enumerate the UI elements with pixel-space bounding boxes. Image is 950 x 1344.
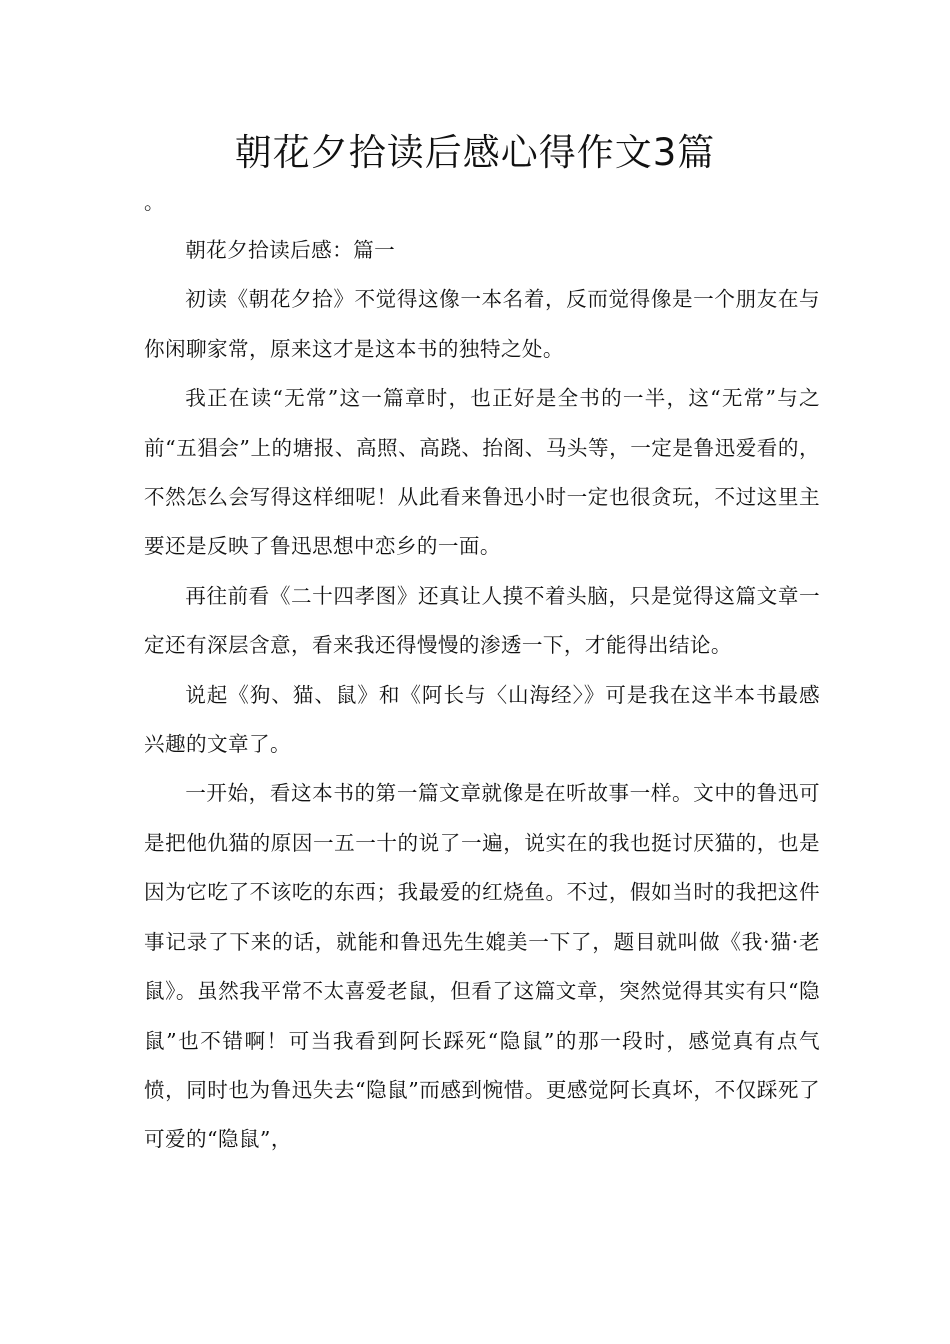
body-paragraph: 说起《狗、猫、鼠》和《阿长与〈山海经〉》可是我在这半本书最感兴趣的文章了。 [144, 682, 820, 757]
body-paragraph: 一开始，看这本书的第一篇文章就像是在听故事一样。文中的鲁迅可是把他仇猫的原因一五一十的说了一遍，说实在的我也挺讨厌猫的，也是因为它吃了不该吃的东西；我最爱的红烧鱼。不过，假如当时的我把这件事记录了下来的话，就能和鲁迅先生媲美一下了，题目就叫做《我·猫·老鼠》。虽然我平常不太喜爱老鼠，但看了这篇文章，突然觉得其实有只“隐鼠”也不错啊！可当我看到阿长踩死“隐鼠”的那一段时，感觉真有点气愤，同时也为鲁迅失去“隐鼠”而感到惋惜。更感觉阿长真坏，不仅踩死了可爱的“隐鼠”， [144, 781, 820, 1152]
section-heading: 朝花夕拾读后感：篇一 [185, 238, 396, 262]
document-title: 朝花夕拾读后感心得作文3篇 [234, 131, 716, 174]
body-paragraph: 我正在读“无常”这一篇章时，也正好是全书的一半，这“无常”与之前“五猖会”上的塘报、高照、高跷、抬阁、马头等，一定是鲁迅爱看的，不然怎么会写得这样细呢！从此看来鲁迅小时一定也很贪玩，不过这里主要还是反映了鲁迅思想中恋乡的一面。 [144, 386, 820, 559]
body-paragraph: 初读《朝花夕拾》不觉得这像一本名着，反而觉得像是一个朋友在与你闲聊家常，原来这才是这本书的独特之处。 [144, 287, 820, 361]
body-paragraph: 再往前看《二十四孝图》还真让人摸不着头脑，只是觉得这篇文章一定还有深层含意，看来我还得慢慢的渗透一下，才能得出结论。 [144, 583, 820, 658]
lead-punctuation: 。 [144, 190, 164, 214]
document-body [144, 226, 820, 1165]
